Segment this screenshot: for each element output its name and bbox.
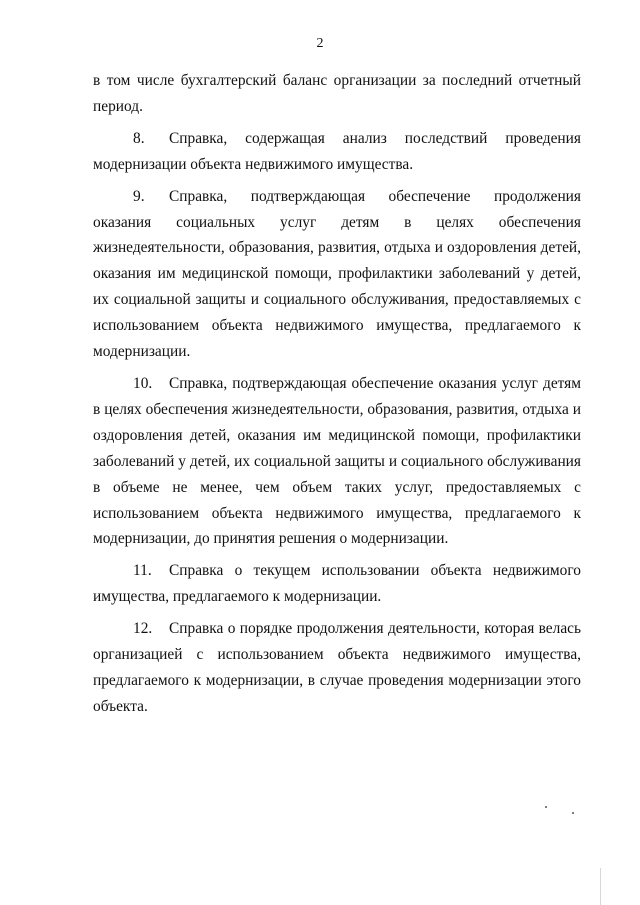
- item-number: 8.: [133, 129, 145, 147]
- scan-speck: [572, 812, 574, 814]
- paragraph-text: Справка, подтверждающая обеспечение продолжения оказания социальных услуг детям в целях обеспечения жизнедеятельности, образования, развития, отдыха и оздоровления детей, оказания им медицинской помощи, профилактики заболеваний у детей, их социальной защиты и социального обслуживания, предоставляемых с использованием объекта недвижимого имущества, предлагаемого к модернизации.: [93, 187, 581, 361]
- paragraph-item-12: [93, 616, 581, 720]
- paragraph-continuation: [93, 68, 581, 120]
- paragraph-text: Справка, подтверждающая обеспечение оказания услуг детям в целях обеспечения жизнедеятельности, образования, развития, отдыха и оздоровления детей, оказания им медицинской помощи, профилактики заболеваний у детей, их социальной защиты и социального обслуживания в объеме не менее, чем объем таких услуг, предоставляемых с использованием объекта недвижимого имущества, предлагаемого к модернизации, до принятия решения о модернизации.: [93, 374, 581, 548]
- document-body: [93, 68, 581, 726]
- item-number: 10.: [133, 374, 153, 392]
- paragraph-text: в том числе бухгалтерский баланс организации за последний отчетный период.: [93, 72, 581, 115]
- scan-speck: [545, 806, 547, 808]
- item-number: 11.: [133, 562, 152, 580]
- page-number: 2: [316, 36, 324, 51]
- paragraph-text: Справка, содержащая анализ последствий проведения модернизации объекта недвижимого имущества.: [93, 129, 581, 173]
- scan-edge: [600, 868, 601, 905]
- paragraph-text: Справка о текущем использовании объекта недвижимого имущества, предлагаемого к модернизации.: [93, 562, 581, 606]
- paragraph-text: Справка о порядке продолжения деятельности, которая велась организацией с использованием объекта недвижимого имущества, предлагаемого к модернизации, в случае проведения модернизации этого объекта.: [93, 620, 581, 715]
- item-number: 9.: [133, 187, 145, 205]
- paragraph-item-10: [93, 371, 581, 552]
- paragraph-item-9: [93, 184, 581, 365]
- paragraph-item-8: [93, 126, 581, 178]
- paragraph-item-11: [93, 558, 581, 610]
- item-number: 12.: [133, 620, 153, 638]
